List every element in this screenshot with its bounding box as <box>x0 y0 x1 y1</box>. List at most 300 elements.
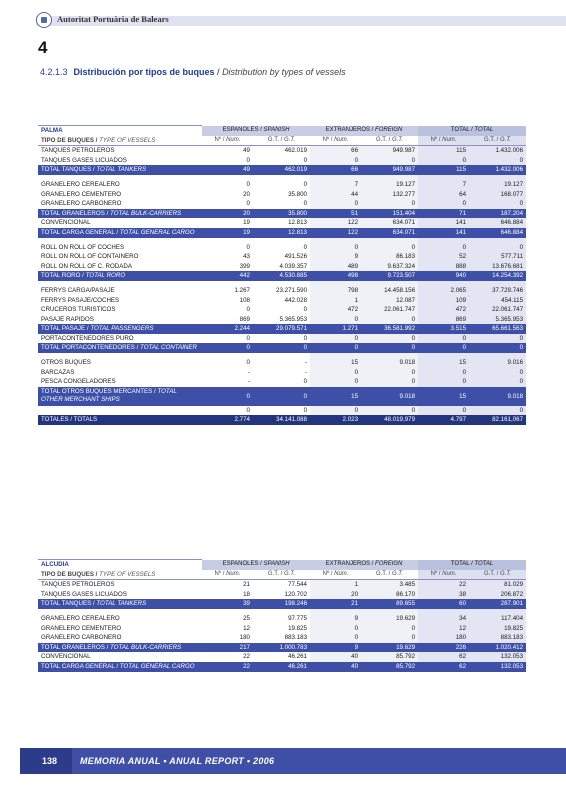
cell-value: 77.544 <box>288 581 308 589</box>
subheader-label: Nº <box>214 570 222 577</box>
alcudia-table <box>38 559 526 672</box>
cell-value: 0 <box>361 315 418 325</box>
cell-value: 0 <box>361 334 418 344</box>
column-group-header <box>202 126 310 136</box>
cell-value: 4.797 <box>418 415 469 425</box>
cell-value: 36.581.992 <box>361 324 418 334</box>
cell-value: 646.884 <box>469 228 526 238</box>
vessel-type-label: TIPO DE BUQUES <box>41 570 94 578</box>
total-row <box>38 209 526 219</box>
subheader-label: G.T. <box>267 136 279 143</box>
label-separator: / <box>370 126 376 133</box>
cell-value: 180 <box>418 633 469 643</box>
cell-value: 0 <box>246 406 250 414</box>
cell-value: 3.515 <box>418 324 469 334</box>
cell-value: 19.629 <box>361 643 418 653</box>
table-row <box>38 199 526 209</box>
subheader-label-en: Num. <box>226 570 241 577</box>
column-subheader <box>418 136 469 146</box>
organization-name: Autoritat Portuària de Balears <box>57 14 169 24</box>
cell-value: 0 <box>310 368 361 378</box>
column-subheader <box>469 570 526 580</box>
row-label <box>38 286 202 296</box>
subheader-label: G.T. <box>483 570 495 577</box>
label-separator: / <box>437 136 443 143</box>
cell-value: 151.404 <box>361 209 418 219</box>
authority-logo-icon <box>36 12 52 28</box>
cell-value: 0 <box>418 243 469 253</box>
header-row <box>38 560 526 570</box>
subheader-label-en: Num. <box>442 136 457 143</box>
cell-value: 1.267 <box>234 286 250 294</box>
row-label-text: BARCAZAS <box>41 368 75 376</box>
column-subheader <box>310 570 361 580</box>
row-label <box>38 343 202 353</box>
cell-value: 115 <box>418 146 469 156</box>
row-label <box>38 624 202 634</box>
cell-value: 0 <box>246 243 250 251</box>
cell-value: 0 <box>418 334 469 344</box>
subheader-label: G.T. <box>267 570 279 577</box>
label-separator: / <box>221 570 227 577</box>
subheader-label-en: Num. <box>334 570 349 577</box>
cell-value: 0 <box>303 180 308 188</box>
vessel-type-label-en: TYPE OF VESSELS <box>99 136 156 144</box>
subheader-row <box>38 136 526 146</box>
cell-value: 462.019 <box>253 165 310 175</box>
subheader-label: Nº <box>214 136 222 143</box>
cell-value: 20 <box>243 190 250 198</box>
cell-value: 491.526 <box>284 253 308 261</box>
column-group-header <box>418 126 526 136</box>
table-row <box>38 334 526 344</box>
cell-value: 888 <box>418 262 469 272</box>
footer-title: MEMORIA ANUAL • ANUAL REPORT • 2006 <box>80 756 275 766</box>
label-separator: / <box>114 662 120 670</box>
cell-value: 0 <box>361 243 418 253</box>
column-subheader <box>361 570 418 580</box>
cell-value: 634.071 <box>361 228 418 238</box>
cell-value: 0 <box>469 243 526 253</box>
cell-value: 883.183 <box>469 633 526 643</box>
label-separator: / <box>68 416 74 424</box>
grand-total-row <box>38 415 526 425</box>
cell-value: 19.629 <box>361 614 418 624</box>
row-label-text: TOTAL CARGA GENERAL <box>41 228 115 236</box>
cell-value: 0 <box>418 377 469 387</box>
cell-value: 34.141.088 <box>253 415 310 425</box>
cell-value: 7 <box>310 180 361 190</box>
cell-value: 12.813 <box>253 228 310 238</box>
cell-value: 60 <box>418 599 469 609</box>
row-label-text: TOTAL GRANELEROS <box>41 209 105 217</box>
row-label <box>38 305 202 315</box>
cell-value: 0 <box>310 633 361 643</box>
cell-value: 1.432.006 <box>469 165 526 175</box>
subheader-label: Nº <box>322 570 330 577</box>
cell-value: 85.792 <box>361 652 418 662</box>
cell-value: 85.792 <box>361 662 418 672</box>
cell-value: - <box>247 368 250 376</box>
row-label <box>38 199 202 209</box>
vessel-type-label-en: TYPE OF VESSELS <box>99 570 156 578</box>
cell-value: 0 <box>310 377 361 387</box>
column-group-label: ESPAÑOLES <box>222 126 259 133</box>
row-label-text: TOTAL OTROS BUQUES MERCANTES <box>41 387 153 395</box>
cell-value: - <box>304 359 308 367</box>
cell-value: 869 <box>418 315 469 325</box>
cell-value: 0 <box>202 387 253 406</box>
cell-value: 40 <box>310 652 361 662</box>
row-label-en: TOTALS <box>73 416 98 424</box>
subheader-label-en: G.T. <box>391 136 404 143</box>
cell-value: 9 <box>310 614 361 624</box>
total-row <box>38 165 526 175</box>
table-row <box>38 358 526 368</box>
table-row <box>38 243 526 253</box>
row-label <box>38 243 202 253</box>
column-subheader <box>253 136 310 146</box>
cell-value: 81.029 <box>469 580 526 590</box>
column-group-label: TOTAL <box>450 560 470 567</box>
row-label-en: TOTAL GENERAL CARGO <box>119 662 195 670</box>
total-row <box>38 228 526 238</box>
cell-value: 49 <box>202 165 253 175</box>
table-row <box>38 624 526 634</box>
row-label <box>38 334 202 344</box>
row-label-en: TOTAL TANKERS <box>96 166 147 174</box>
cell-value: - <box>304 368 308 376</box>
column-subheader <box>418 570 469 580</box>
subheader-row <box>38 570 526 580</box>
table-row <box>38 377 526 387</box>
cell-value: 5.365.953 <box>469 315 526 325</box>
cell-value: 4.039.357 <box>279 262 308 270</box>
cell-value: 0 <box>310 156 361 166</box>
column-group-header <box>418 560 526 570</box>
row-label-text: ROLL ON ROLL OF COCHES <box>41 243 125 251</box>
cell-value: 22 <box>418 580 469 590</box>
cell-value: 472 <box>418 305 469 315</box>
label-separator: / <box>494 136 500 143</box>
row-label <box>38 599 202 609</box>
row-label-text: CONVENCIONAL <box>41 653 91 661</box>
cell-value: - <box>247 378 250 386</box>
cell-value: 0 <box>361 624 418 634</box>
cell-value: 37.729.746 <box>469 286 526 296</box>
row-label-text: FERRYS CARGA/PASAJE <box>41 286 115 294</box>
table-row <box>38 180 526 190</box>
port-name: ALCUDIA <box>38 560 202 570</box>
cell-value: 646.884 <box>469 218 526 228</box>
cell-value: 44 <box>310 190 361 200</box>
cell-value: 187.204 <box>469 209 526 219</box>
subheader-label-en: G.T. <box>283 570 296 577</box>
column-group-label-en: TOTAL <box>474 126 494 133</box>
row-label-text: PORTACONTENEDORES PURO <box>41 334 134 342</box>
column-subheader <box>253 570 310 580</box>
label-separator: / <box>221 136 227 143</box>
cell-value: 97.775 <box>288 614 308 622</box>
cell-value: 22.061.747 <box>361 305 418 315</box>
cell-value: 0 <box>246 200 250 208</box>
cell-value: 489 <box>310 262 361 272</box>
cell-value: 0 <box>303 334 308 342</box>
cell-value: 0 <box>418 199 469 209</box>
cell-value: 3.485 <box>361 580 418 590</box>
cell-value: 89.655 <box>361 599 418 609</box>
cell-value: 66 <box>310 146 361 156</box>
cell-value: 48.019,979 <box>361 415 418 425</box>
subheader-label-en: G.T. <box>283 136 296 143</box>
label-separator: / <box>278 570 284 577</box>
cell-value: 51 <box>310 209 361 219</box>
row-label-text: TOTAL TANQUES <box>41 600 92 608</box>
cell-value: 0 <box>303 200 308 208</box>
label-separator: / <box>93 570 100 578</box>
cell-value: 0 <box>469 334 526 344</box>
row-label-text: TANQUES PETROLEROS <box>41 147 115 155</box>
row-label-text: FERRYS PASAJE/COCHES <box>41 296 120 304</box>
row-label <box>38 643 202 653</box>
row-label <box>38 146 202 156</box>
cell-value: 0 <box>303 378 308 386</box>
row-label-text: TOTALES <box>41 416 69 424</box>
total-row <box>38 324 526 334</box>
cell-value: 66 <box>310 165 361 175</box>
cell-value: 35.800 <box>288 190 308 198</box>
section-separator: / <box>214 67 223 77</box>
row-label <box>38 156 202 166</box>
cell-value: 472 <box>310 305 361 315</box>
cell-value: 399 <box>239 262 250 270</box>
table-row <box>38 218 526 228</box>
row-label <box>38 368 202 378</box>
row-label <box>38 652 202 662</box>
cell-value: 0 <box>469 377 526 387</box>
column-group-header <box>310 560 418 570</box>
header-row <box>38 126 526 136</box>
row-label-text: TANQUES PETROLEROS <box>41 581 115 589</box>
row-label-en: TOTAL GENERAL CARGO <box>119 228 195 236</box>
label-separator: / <box>85 325 91 333</box>
column-subheader <box>361 136 418 146</box>
column-group-label-en: SPANISH <box>263 560 290 567</box>
row-label-text: TOTAL PORTACONTENEDORES <box>41 344 135 352</box>
table-row <box>38 406 526 416</box>
cell-value: 19.825 <box>288 624 308 632</box>
table-row <box>38 262 526 272</box>
row-label <box>38 218 202 228</box>
subheader-label-en: Num. <box>226 136 241 143</box>
cell-value: 0 <box>361 368 418 378</box>
subheader-label-en: Num. <box>442 570 457 577</box>
subheader-label: G.T. <box>375 136 387 143</box>
cell-value: 1.020.412 <box>469 643 526 653</box>
cell-value: 0 <box>361 633 418 643</box>
cell-value: 0 <box>469 156 526 166</box>
row-label-text: CRUCEROS TURISTICOS <box>41 306 116 314</box>
cell-value: 9.637.324 <box>361 262 418 272</box>
cell-value: 498 <box>310 271 361 281</box>
row-label-text: GRANELERO CEREALERO <box>41 614 120 622</box>
subheader-label: G.T. <box>483 136 495 143</box>
cell-value: 0 <box>418 156 469 166</box>
label-separator: / <box>258 126 264 133</box>
cell-value: 454.115 <box>469 296 526 306</box>
cell-value: 34 <box>418 614 469 624</box>
cell-value: 22 <box>243 653 250 661</box>
table-row <box>38 286 526 296</box>
label-separator: / <box>152 387 158 395</box>
cell-value: 122 <box>310 228 361 238</box>
cell-value: 65.661.563 <box>469 324 526 334</box>
cell-value: 4.530.885 <box>253 271 310 281</box>
cell-value: 71 <box>418 209 469 219</box>
label-separator: / <box>329 570 335 577</box>
cell-value: 62 <box>418 662 469 672</box>
row-label-text: ROLL ON ROLL OF CONTAINERO <box>41 253 139 261</box>
cell-value: 19.825 <box>469 624 526 634</box>
cell-value: 46.261 <box>288 653 308 661</box>
row-label <box>38 271 202 281</box>
cell-value: 577.711 <box>469 252 526 262</box>
subheader-label-en: G.T. <box>499 136 512 143</box>
cell-value: 115 <box>418 165 469 175</box>
subheader-label: Nº <box>322 136 330 143</box>
cell-value: 15 <box>310 387 361 406</box>
cell-value: 46.261 <box>253 662 310 672</box>
row-label-text: TANQUES GASES LICUADOS <box>41 590 127 598</box>
cell-value: 0 <box>246 334 250 342</box>
row-label <box>38 590 202 600</box>
row-label <box>38 662 202 672</box>
subheader-label-en: G.T. <box>391 570 404 577</box>
chapter-number: 4 <box>38 38 48 57</box>
cell-value: 141 <box>418 228 469 238</box>
table-row <box>38 614 526 624</box>
row-label-text: PESCA CONGELADORES <box>41 378 116 386</box>
cell-value: 19.127 <box>469 180 526 190</box>
cell-value: 0 <box>418 368 469 378</box>
label-separator: / <box>494 570 500 577</box>
row-label-text: TOTAL PASAJE <box>41 325 86 333</box>
cell-value: 39 <box>202 599 253 609</box>
table-row <box>38 368 526 378</box>
label-separator: / <box>278 136 284 143</box>
table-row <box>38 305 526 315</box>
row-label-en: TOTAL BULK-CARRIERS <box>110 643 182 651</box>
cell-value: 0 <box>310 199 361 209</box>
label-separator: / <box>258 560 264 567</box>
cell-value: 1.271 <box>310 324 361 334</box>
row-label-text: OTROS BUQUES <box>41 359 91 367</box>
cell-value: 180 <box>239 634 250 642</box>
cell-value: 5.365.953 <box>279 315 308 323</box>
port-name: PALMA <box>38 126 202 136</box>
total-row <box>38 599 526 609</box>
cell-value: 0 <box>303 406 308 414</box>
row-label-en: TOTAL CONTAINER <box>140 344 197 352</box>
cell-value: 43 <box>243 253 250 261</box>
cell-value: 62 <box>418 652 469 662</box>
cell-value: 869 <box>239 315 250 323</box>
cell-value: 9.018 <box>469 387 526 406</box>
cell-value: 0 <box>303 306 308 314</box>
cell-value: 86.183 <box>361 252 418 262</box>
cell-value: 21 <box>243 581 250 589</box>
cell-value: 15 <box>310 358 361 368</box>
cell-value: 7 <box>418 180 469 190</box>
cell-value: 122 <box>310 218 361 228</box>
page-header <box>0 0 566 32</box>
cell-value: 206.872 <box>469 590 526 600</box>
table-row <box>38 315 526 325</box>
label-separator: / <box>80 272 86 280</box>
cell-value: 117.404 <box>469 614 526 624</box>
cell-value: 120.702 <box>284 590 308 598</box>
cell-value: 0 <box>310 406 361 416</box>
page-number: 138 <box>42 756 58 766</box>
cell-value: 38 <box>418 590 469 600</box>
cell-value: 82.161,067 <box>469 415 526 425</box>
row-label-text: TOTAL GRANELEROS <box>41 643 105 651</box>
label-separator: / <box>386 570 392 577</box>
label-separator: / <box>386 136 392 143</box>
table-row <box>38 296 526 306</box>
cell-value: 442 <box>202 271 253 281</box>
row-label-text: PASAJE RAPIDOS <box>41 315 94 323</box>
cell-value: 168.077 <box>469 190 526 200</box>
subheader-label: Nº <box>430 136 438 143</box>
row-label-text: TANQUES GASES LICUADOS <box>41 156 127 164</box>
cell-value: 1.000.783 <box>253 643 310 653</box>
cell-value: 64 <box>418 190 469 200</box>
palma-table <box>38 125 526 425</box>
column-subheader <box>202 570 253 580</box>
section-number: 4.2.1.3 <box>40 67 68 77</box>
cell-value: 0 <box>418 406 469 416</box>
cell-value: 0 <box>253 387 310 406</box>
cell-value: 35.800 <box>253 209 310 219</box>
cell-value: 21 <box>310 599 361 609</box>
table-row <box>38 190 526 200</box>
cell-value: 9.723.507 <box>361 271 418 281</box>
row-label-text: GRANELERO CEMENTERO <box>41 624 122 632</box>
cell-value: 0 <box>246 180 250 188</box>
row-label <box>38 614 202 624</box>
cell-value: 0 <box>469 368 526 378</box>
cell-value: 12.087 <box>361 296 418 306</box>
table-row <box>38 633 526 643</box>
row-label-text: TOTAL RORO <box>41 272 81 280</box>
cell-value: 0 <box>246 306 250 314</box>
cell-value: 2.065 <box>418 286 469 296</box>
column-group-label: ESPAÑOLES <box>222 560 259 567</box>
cell-value: 0 <box>246 156 250 164</box>
cell-value: 0 <box>469 406 526 416</box>
cell-value: 9 <box>310 252 361 262</box>
cell-value: 442.028 <box>284 296 308 304</box>
cell-value: 40 <box>310 662 361 672</box>
column-group-header <box>310 126 418 136</box>
cell-value: 462.019 <box>284 147 308 155</box>
cell-value: 15 <box>418 358 469 368</box>
subheader-label-en: G.T. <box>499 570 512 577</box>
cell-value: 141 <box>418 218 469 228</box>
cell-value: 0 <box>310 243 361 253</box>
cell-value: 1.432.006 <box>469 146 526 156</box>
